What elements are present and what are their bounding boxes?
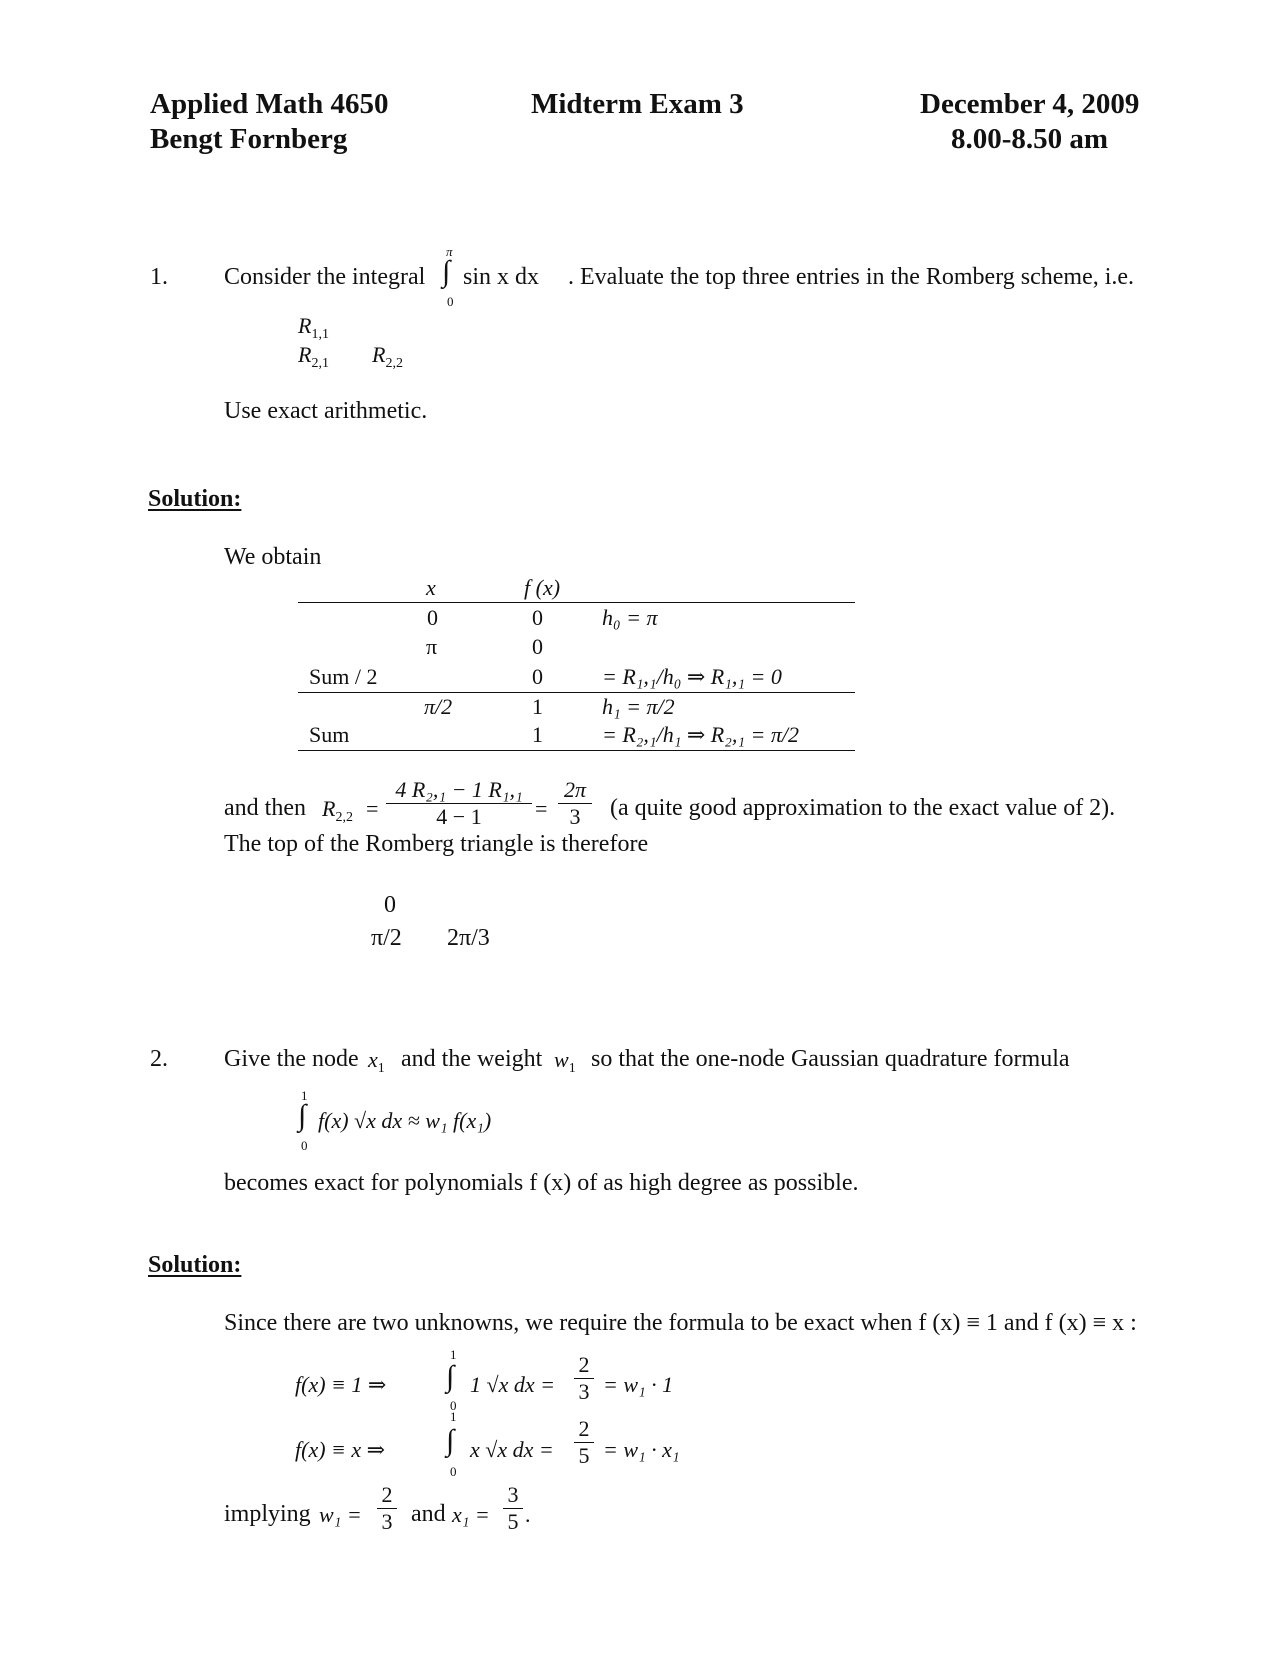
triangle-r22: 2π/3 xyxy=(447,925,490,951)
course-title: Applied Math 4650 xyxy=(150,88,389,120)
problem-1-text: Consider the integral xyxy=(224,264,426,290)
triangle-r11: 0 xyxy=(384,892,396,918)
r22-equals: = xyxy=(366,796,379,821)
case-1-lower-limit: 0 xyxy=(450,1398,457,1413)
formula-lower-limit: 0 xyxy=(301,1138,308,1153)
exam-date: December 4, 2009 xyxy=(920,88,1140,120)
case-1-upper-limit: 1 xyxy=(450,1347,457,1362)
case-1-rhs: = w₁ · 1 xyxy=(603,1372,674,1397)
table-note-3: h₁ = π/2 xyxy=(602,694,675,719)
case-2-lower-limit: 0 xyxy=(450,1464,457,1479)
case-2-upper-limit: 1 xyxy=(450,1409,457,1424)
table-cell-x-0: 0 xyxy=(427,605,438,630)
table-cell-f-3: 1 xyxy=(532,694,543,719)
exam-title: Midterm Exam 3 xyxy=(531,88,744,120)
r22-fraction: 4 R₂,₁ − 1 R₁,₁ 4 − 1 xyxy=(386,779,532,828)
entry-r11: $R_{1,1}$ xyxy=(298,313,329,342)
x1-symbol: x₁ = xyxy=(452,1502,490,1527)
case-1-lhs: f(x) ≡ 1 ⇒ xyxy=(295,1372,387,1397)
table-cell-x-1: π xyxy=(426,634,438,659)
problem-2-number: 2. xyxy=(150,1046,168,1072)
solution-1-heading: Solution: xyxy=(148,486,242,512)
r22-equals-2: = xyxy=(535,796,548,821)
quadrature-formula: f(x) √x dx ≈ w₁ f(x₁) xyxy=(318,1108,492,1133)
case-2-integral-sign: ∫ xyxy=(446,1424,455,1457)
table-rule-bottom xyxy=(298,750,855,751)
table-cell-f-1: 0 xyxy=(532,634,543,659)
instructor-name: Bengt Fornberg xyxy=(150,123,348,155)
and-then-text: and then xyxy=(224,795,306,821)
table-rule-mid xyxy=(298,692,855,693)
problem-2-text-end: so that the one-node Gaussian quadrature formula xyxy=(591,1046,1070,1072)
problem-2-text-mid: and the weight xyxy=(401,1046,543,1072)
triangle-r21: π/2 xyxy=(371,925,402,951)
weight-symbol: $w_1$ xyxy=(554,1047,576,1076)
table-note-2: = R₁,₁/h₀ ⇒ R₁,₁ = 0 xyxy=(602,664,782,689)
case-2-fraction: 2 5 xyxy=(574,1418,594,1467)
table-note-4: = R₂,₁/h₁ ⇒ R₂,₁ = π/2 xyxy=(602,722,799,747)
case-2-lhs: f(x) ≡ x ⇒ xyxy=(295,1437,386,1462)
table-row-label-sum-half: Sum / 2 xyxy=(309,664,378,689)
integral-sign: ∫ xyxy=(442,255,451,288)
solution-2-intro: Since there are two unknowns, we require the formula to be exact when f (x) ≡ 1 and f (x) ≡ x : xyxy=(224,1310,1137,1336)
table-row-label-sum: Sum xyxy=(309,722,350,747)
case-1-integral-sign: ∫ xyxy=(446,1360,455,1393)
table-header-fx: f (x) xyxy=(524,575,561,600)
r22-symbol: $R_{2,2}$ xyxy=(322,796,353,825)
solution-2-heading: Solution: xyxy=(148,1252,242,1278)
approximation-remark: (a quite good approximation to the exact value of 2). xyxy=(610,795,1116,821)
r22-result-fraction: 2π 3 xyxy=(558,779,592,828)
case-1-fraction: 2 3 xyxy=(574,1354,594,1403)
w1-symbol: w₁ = xyxy=(319,1502,362,1527)
table-note-0: h₀ = π xyxy=(602,605,658,630)
and-text: and xyxy=(411,1501,446,1527)
table-cell-f-4: 1 xyxy=(532,722,543,747)
problem-2-text: Give the node xyxy=(224,1046,359,1072)
table-cell-f-2: 0 xyxy=(532,664,543,689)
entry-r21: $R_{2,1}$ xyxy=(298,342,329,371)
triangle-intro: The top of the Romberg triangle is therefore xyxy=(224,831,649,857)
implying-text: implying xyxy=(224,1501,311,1527)
problem-1-number: 1. xyxy=(150,264,168,290)
case-2-integrand: x √x dx = xyxy=(470,1437,554,1462)
case-2-rhs: = w₁ · x₁ xyxy=(603,1437,680,1462)
exam-time: 8.00-8.50 am xyxy=(951,123,1109,155)
formula-integral-sign: ∫ xyxy=(298,1099,307,1132)
table-cell-x-3: π/2 xyxy=(424,694,453,719)
problem-1-text-after: . Evaluate the top three entries in the Romberg scheme, i.e. xyxy=(568,264,1135,290)
entry-r22: $R_{2,2}$ xyxy=(372,342,403,371)
node-symbol: $x_1$ xyxy=(368,1047,385,1076)
x1-fraction: 3 5 xyxy=(503,1484,523,1533)
w1-fraction: 2 3 xyxy=(377,1484,397,1533)
problem-1-integrand: sin x dx xyxy=(463,264,540,290)
problem-2-closing: becomes exact for polynomials f (x) of as high degree as possible. xyxy=(224,1170,859,1196)
solution-1-intro: We obtain xyxy=(224,544,322,570)
table-cell-f-0: 0 xyxy=(532,605,543,630)
integral-lower-limit: 0 xyxy=(447,294,454,309)
formula-upper-limit: 1 xyxy=(301,1088,308,1103)
table-header-x: x xyxy=(426,575,436,600)
table-rule-top xyxy=(298,602,855,603)
problem-1-instruction: Use exact arithmetic. xyxy=(224,398,428,424)
case-1-integrand: 1 √x dx = xyxy=(470,1372,555,1397)
integral-upper-limit: π xyxy=(446,244,453,259)
final-period: . xyxy=(525,1502,531,1527)
